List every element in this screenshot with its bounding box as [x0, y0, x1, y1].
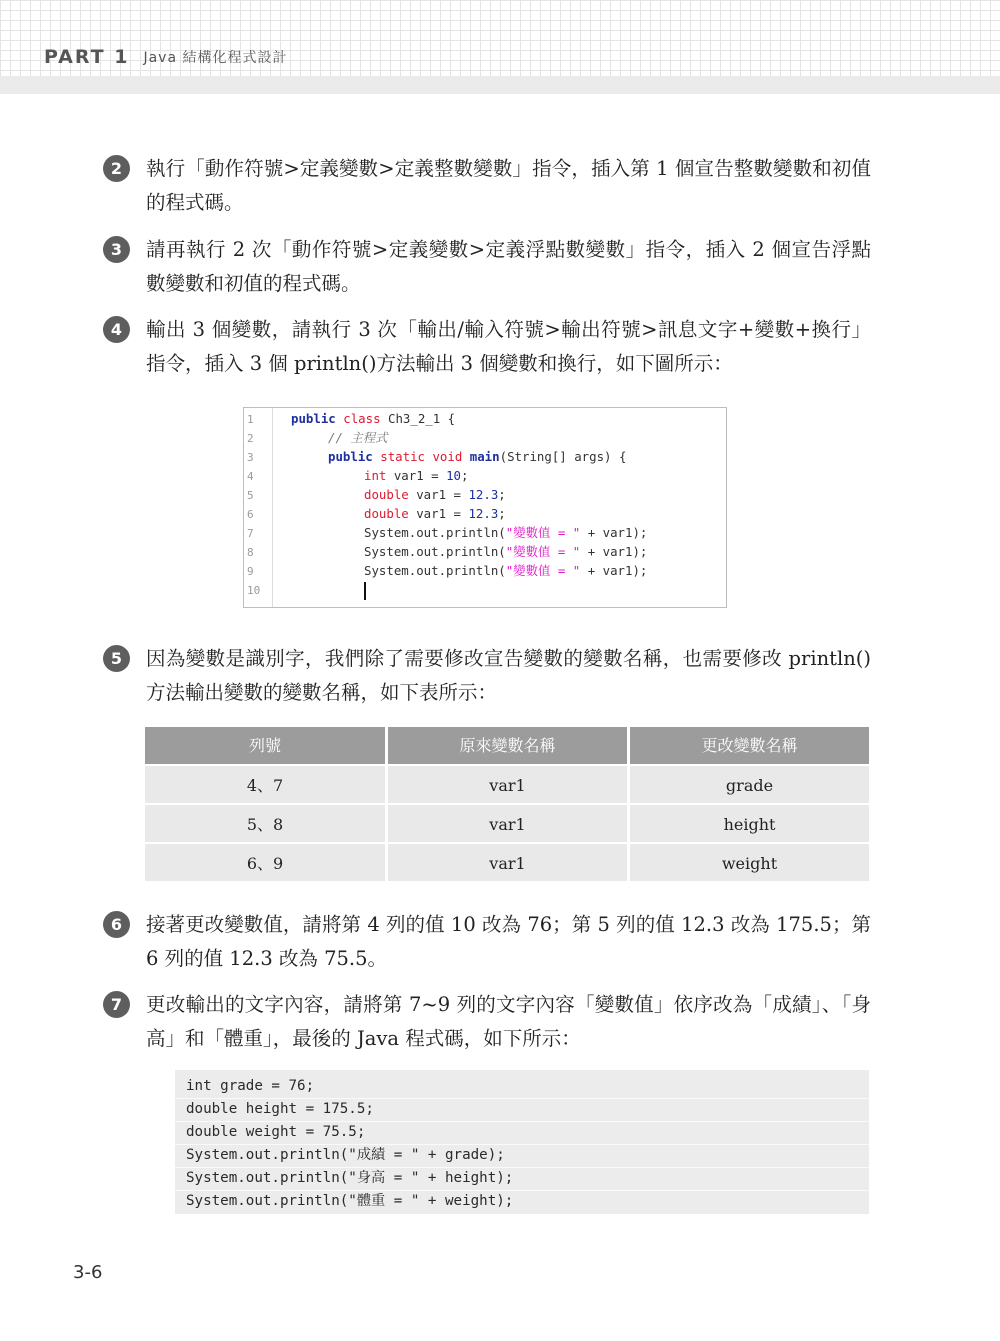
line-number: 10 — [247, 584, 261, 597]
step-text: 執行「動作符號>定義變數>定義整數變數」指令，插入第 1 個宣告整數變數和初值的程式碼。 — [146, 157, 871, 214]
table-header-cell: 更改變數名稱 — [630, 727, 869, 764]
step-text: 輸出 3 個變數，請執行 3 次「輸出/輸入符號>輸出符號>訊息文字+變數+換行」指令，插入 3 個 println()方法輸出 3 個變數和換行，如下圖所示： — [146, 318, 871, 375]
string-literal: "變數值 = " — [505, 525, 581, 540]
line-number: 5 — [247, 489, 254, 502]
code-line-4 — [364, 466, 468, 485]
code-line-9 — [364, 561, 647, 580]
table-cell: grade — [630, 766, 869, 803]
code-line-3 — [328, 447, 626, 466]
line-number: 2 — [247, 432, 254, 445]
line-number: 4 — [247, 470, 254, 483]
code-line-5 — [364, 485, 506, 504]
code-text: ; — [498, 487, 506, 502]
step-number-badge: 6 — [103, 911, 130, 938]
step-text: 請再執行 2 次「動作符號>定義變數>定義浮點數變數」指令，插入 2 個宣告浮點數變數和初值的程式碼。 — [146, 238, 871, 295]
step-number-badge: 4 — [103, 316, 130, 343]
line-number-gutter — [244, 408, 273, 607]
line-number: 7 — [247, 527, 254, 540]
part-subtitle: Java 結構化程式設計 — [143, 50, 288, 66]
code-editor-screenshot — [243, 407, 727, 608]
header-title — [44, 44, 288, 70]
code-line-1 — [291, 409, 455, 428]
step-2 — [103, 152, 873, 222]
table-cell: var1 — [388, 844, 627, 881]
code-text: + var1); — [580, 525, 648, 540]
header-band — [0, 76, 1000, 94]
step-6 — [103, 908, 873, 978]
step-number-badge: 2 — [103, 155, 130, 182]
code-line: System.out.println("身高 = " + height); — [186, 1170, 514, 1186]
code-text: System.out.println( — [364, 563, 506, 578]
number-literal: 10 — [446, 468, 461, 483]
step-number-badge: 3 — [103, 236, 130, 263]
step-text: 因為變數是識別字，我們除了需要修改宣告變數的變數名稱，也需要修改 println()方法輸出變數的變數名稱，如下表所示： — [146, 647, 871, 704]
table-cell: 4、7 — [145, 766, 385, 803]
code-line-7 — [364, 523, 647, 542]
table-cell: height — [630, 805, 869, 842]
keyword: class — [343, 411, 381, 426]
code-text: var1 = — [386, 468, 447, 483]
code-line: System.out.println("體重 = " + weight); — [186, 1193, 514, 1209]
code-text: Ch3_2_1 { — [380, 411, 456, 426]
page-number: 3-6 — [73, 1262, 103, 1283]
keyword: public — [328, 449, 373, 464]
step-5 — [103, 642, 873, 712]
method-name: main — [469, 449, 500, 464]
table-cell: var1 — [388, 766, 627, 803]
code-line: System.out.println("成績 = " + grade); — [186, 1147, 505, 1163]
keyword: static void — [380, 449, 463, 464]
code-text: ; — [461, 468, 469, 483]
type-keyword: double — [364, 487, 409, 502]
page-header — [0, 0, 1000, 94]
code-line-6 — [364, 504, 506, 523]
line-number: 1 — [247, 413, 254, 426]
step-number-badge: 7 — [103, 991, 130, 1018]
code-text: ; — [498, 506, 506, 521]
line-number: 8 — [247, 546, 254, 559]
step-3 — [103, 233, 873, 303]
type-keyword: double — [364, 506, 409, 521]
number-literal: 12.3 — [468, 487, 499, 502]
table-cell: var1 — [388, 805, 627, 842]
code-line-8 — [364, 542, 647, 561]
code-line-2 — [328, 428, 388, 447]
table-cell: weight — [630, 844, 869, 881]
code-text: var1 = — [408, 506, 469, 521]
number-literal: 12.3 — [468, 506, 499, 521]
code-line: double weight = 75.5; — [186, 1124, 366, 1140]
text-cursor — [364, 582, 366, 600]
code-text: System.out.println( — [364, 525, 506, 540]
rename-table — [145, 727, 869, 882]
final-code-block — [175, 1070, 869, 1214]
step-4 — [103, 313, 873, 383]
step-text: 更改輸出的文字內容，請將第 7~9 列的文字內容「變數值」依序改為「成績」、「身高」和「體重」，最後的 Java 程式碼，如下所示： — [146, 993, 871, 1050]
code-text: + var1); — [580, 563, 648, 578]
line-number: 9 — [247, 565, 254, 578]
part-label: PART 1 — [44, 46, 130, 68]
table-cell: 6、9 — [145, 844, 385, 881]
line-number: 3 — [247, 451, 254, 464]
code-text: var1 = — [408, 487, 469, 502]
code-text: System.out.println( — [364, 544, 506, 559]
string-literal: "變數值 = " — [505, 544, 581, 559]
step-7 — [103, 988, 873, 1058]
table-header-cell: 原來變數名稱 — [388, 727, 627, 764]
string-literal: "變數值 = " — [505, 563, 581, 578]
line-number: 6 — [247, 508, 254, 521]
table-header-cell: 列號 — [145, 727, 385, 764]
type-keyword: int — [364, 468, 387, 483]
code-line: double height = 175.5; — [186, 1101, 374, 1117]
table-cell: 5、8 — [145, 805, 385, 842]
keyword: public — [291, 411, 336, 426]
step-number-badge: 5 — [103, 645, 130, 672]
code-text: + var1); — [580, 544, 648, 559]
comment: // 主程式 — [328, 430, 388, 445]
code-text: (String[] args) { — [499, 449, 627, 464]
step-text: 接著更改變數值，請將第 4 列的值 10 改為 76；第 5 列的值 12.3 改為 175.5；第 6 列的值 12.3 改為 75.5。 — [146, 913, 871, 970]
code-line: int grade = 76; — [186, 1078, 315, 1094]
